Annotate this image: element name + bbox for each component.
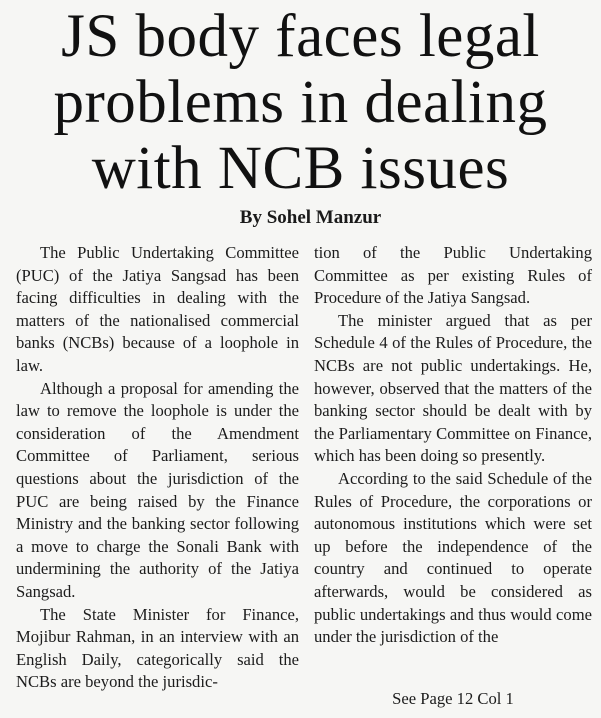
paragraph: The Public Undertaking Committee (PUC) of the Jatiya Sangsad has been facing difficulties in dealing with the matters of the nationalised commercial banks (NCBs) because of a loophole in law. <box>16 243 299 375</box>
paragraph: The minister argued that as per Schedule 4 of the Rules of Procedure, the NCBs are not public undertakings. He, however, observed that the matters of the banking sector should be dealt with by the Parliamentary Committee on Finance, which has been doing so presently. <box>314 310 592 466</box>
paragraph: According to the said Schedule of the Rules of Procedure, the corporations or autonomous institutions which were set up before the independence of the country and continued to operate afterwards, would be considered as public undertakings and thus would come under the jurisdiction of the <box>314 468 592 647</box>
article-column-right <box>314 242 592 649</box>
paragraph: The State Minister for Finance, Mojibur Rahman, in an interview with an English Daily, categorically said the NCBs are beyond the jurisdic- <box>16 604 299 692</box>
continued-on-reference: See Page 12 Col 1 <box>392 689 514 708</box>
byline: By Sohel Manzur <box>239 207 382 228</box>
paragraph: Although a proposal for amending the law to remove the loophole is under the consideration of the Amendment Committee of Parliament, serious questions about the jurisdiction of the PUC are being raised by the Finance Ministry and the banking sector following a move to charge the Sonali Bank with undermining the authority of the Jatiya Sangsad. <box>16 378 299 601</box>
paragraph-continuation: tion of the Public Undertaking Committee as per existing Rules of Procedure of the Jatiya Sangsad. <box>314 243 592 308</box>
article-column-left <box>16 242 299 694</box>
headline: JS body faces legal problems in dealing with NCB issues <box>53 3 548 202</box>
